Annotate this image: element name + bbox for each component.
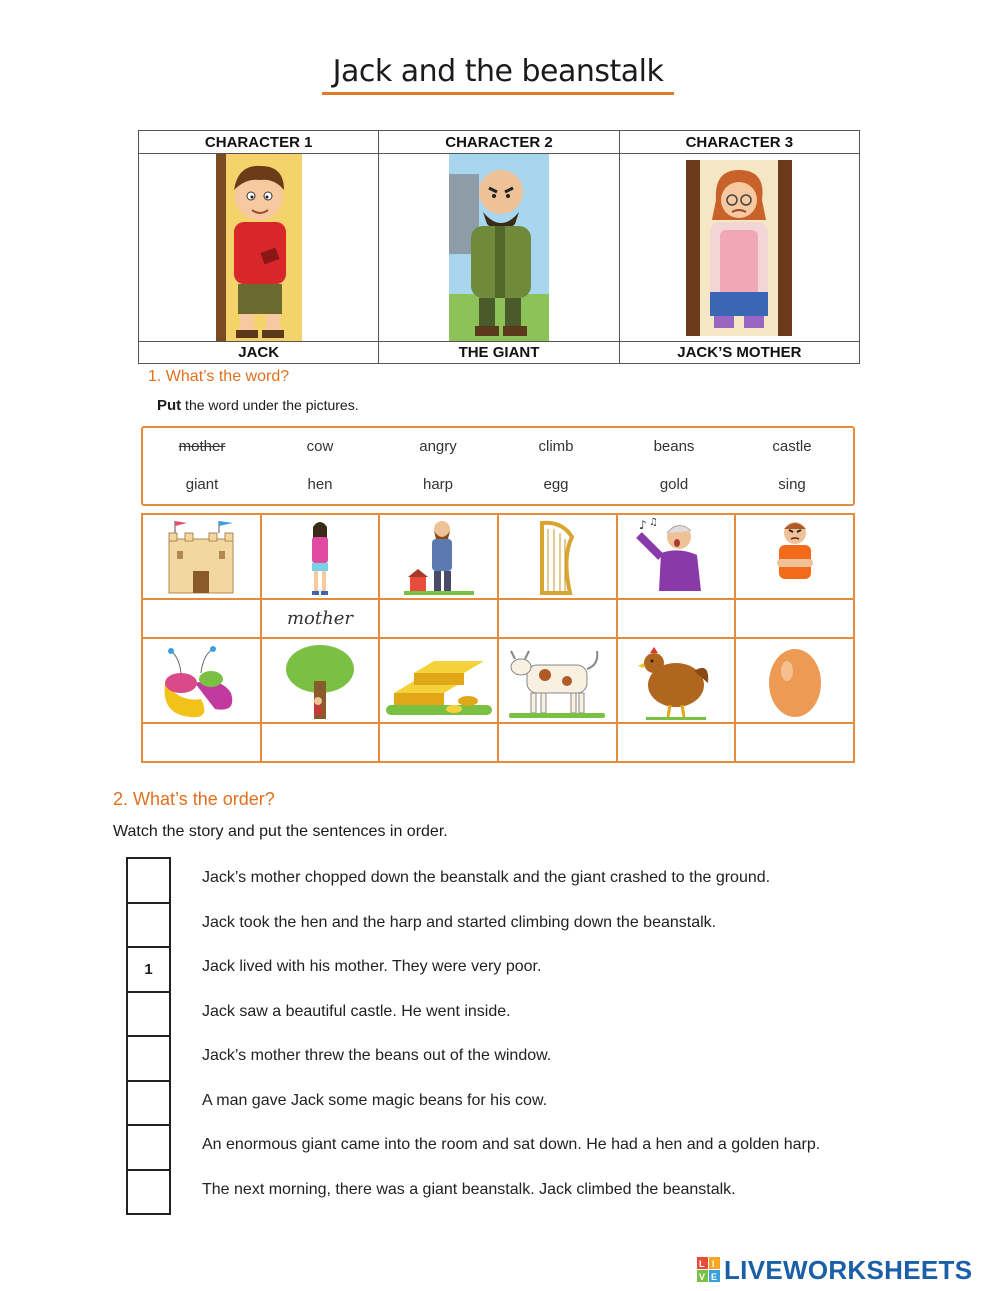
answer-cell[interactable] bbox=[498, 599, 617, 638]
live-badge-icon bbox=[697, 1257, 721, 1283]
character-header: CHARACTER 1 bbox=[139, 131, 379, 154]
egg-icon bbox=[765, 641, 825, 721]
order-sentence: The next morning, there was a giant beanstalk. Jack climbed the beanstalk. bbox=[202, 1181, 736, 1198]
section1-instruction bbox=[157, 397, 359, 414]
word-climb: climb bbox=[538, 438, 574, 455]
instruction-rest: the word under the pictures. bbox=[181, 397, 359, 413]
page-title: Jack and the beanstalk bbox=[332, 54, 664, 89]
order-number-box[interactable] bbox=[126, 1169, 171, 1215]
word-bank bbox=[141, 426, 855, 506]
word-harp: harp bbox=[422, 476, 454, 493]
gold-icon bbox=[384, 643, 494, 719]
answer-cell[interactable] bbox=[261, 723, 380, 762]
giant-image bbox=[449, 154, 549, 341]
answer-cell[interactable] bbox=[498, 723, 617, 762]
answer-cell[interactable] bbox=[142, 599, 261, 638]
order-item bbox=[126, 1169, 886, 1214]
order-number-box[interactable] bbox=[126, 902, 171, 947]
character-name: THE GIANT bbox=[379, 342, 619, 364]
order-item bbox=[126, 902, 886, 947]
order-item bbox=[126, 1080, 886, 1125]
beans-icon bbox=[151, 643, 251, 719]
answer-cell[interactable]: mother bbox=[261, 599, 380, 638]
harp-icon bbox=[532, 517, 582, 597]
section2-title: 2. What’s the order? bbox=[113, 789, 275, 809]
castle-icon bbox=[161, 517, 241, 597]
title-underline bbox=[322, 92, 674, 95]
word-cow: cow bbox=[306, 438, 334, 455]
svg-text:♫: ♫ bbox=[648, 516, 658, 528]
answer-cell[interactable] bbox=[617, 599, 736, 638]
order-item bbox=[126, 857, 886, 902]
order-number-box[interactable] bbox=[126, 1080, 171, 1125]
answer-cell[interactable] bbox=[735, 599, 854, 638]
order-item bbox=[126, 1035, 886, 1080]
character-header: CHARACTER 3 bbox=[619, 131, 859, 154]
order-sentence: Jack took the hen and the harp and started climbing down the beanstalk. bbox=[202, 914, 717, 931]
character-header: CHARACTER 2 bbox=[379, 131, 619, 154]
picture-grid bbox=[141, 513, 855, 763]
word-mother: mother bbox=[178, 438, 226, 455]
section1-title: 1. What’s the word? bbox=[148, 368, 290, 385]
order-number-box[interactable] bbox=[126, 1124, 171, 1169]
liveworksheets-logo bbox=[697, 1256, 972, 1284]
instruction-bold: Put bbox=[157, 397, 182, 414]
woman-icon bbox=[300, 517, 340, 597]
svg-text:I: I bbox=[712, 1259, 715, 1269]
answer-cell[interactable] bbox=[735, 723, 854, 762]
svg-text:L: L bbox=[699, 1259, 705, 1269]
tree-climb-icon bbox=[280, 641, 360, 721]
order-number-box[interactable] bbox=[126, 991, 171, 1036]
word-egg: egg bbox=[543, 476, 569, 493]
character-name: JACK bbox=[139, 342, 379, 364]
mother-image bbox=[686, 160, 792, 336]
order-item bbox=[126, 991, 886, 1036]
singing-man-icon bbox=[631, 517, 721, 597]
order-sentence: Jack’s mother chopped down the beanstalk and the giant crashed to the ground. bbox=[202, 869, 771, 886]
giant-icon bbox=[404, 517, 474, 597]
order-sentence: Jack lived with his mother. They were very poor. bbox=[202, 958, 542, 975]
jack-image bbox=[216, 154, 302, 341]
answer-cell[interactable] bbox=[379, 723, 498, 762]
order-number-box[interactable]: 1 bbox=[126, 946, 171, 991]
cow-icon bbox=[507, 643, 607, 719]
word-gold: gold bbox=[659, 476, 689, 493]
answer-cell[interactable] bbox=[379, 599, 498, 638]
order-sentence: An enormous giant came into the room and sat down. He had a hen and a golden harp. bbox=[202, 1136, 821, 1153]
svg-text:V: V bbox=[699, 1272, 706, 1282]
order-number-box[interactable] bbox=[126, 1035, 171, 1080]
characters-table bbox=[138, 130, 860, 364]
angry-boy-icon bbox=[765, 517, 825, 597]
order-sentence: A man gave Jack some magic beans for his cow. bbox=[202, 1092, 548, 1109]
svg-text:E: E bbox=[711, 1272, 718, 1282]
order-item bbox=[126, 946, 886, 991]
word-hen: hen bbox=[307, 476, 333, 493]
word-giant: giant bbox=[185, 476, 219, 493]
svg-text:♪: ♪ bbox=[638, 517, 647, 532]
hen-icon bbox=[636, 641, 716, 721]
answer-cell[interactable] bbox=[617, 723, 736, 762]
word-sing: sing bbox=[778, 476, 806, 493]
word-castle: castle bbox=[772, 438, 812, 455]
word-beans: beans bbox=[653, 438, 695, 455]
character-name: JACK’S MOTHER bbox=[619, 342, 859, 364]
answer-cell[interactable] bbox=[142, 723, 261, 762]
word-angry: angry bbox=[419, 438, 457, 455]
order-sentence: Jack saw a beautiful castle. He went inside. bbox=[202, 1003, 511, 1020]
order-item bbox=[126, 1124, 886, 1169]
section2-instruction: Watch the story and put the sentences in order. bbox=[113, 823, 448, 840]
logo-text: LIVEWORKSHEETS bbox=[724, 1254, 973, 1285]
order-number-box[interactable] bbox=[126, 857, 171, 902]
order-sentence: Jack’s mother threw the beans out of the window. bbox=[202, 1047, 552, 1064]
